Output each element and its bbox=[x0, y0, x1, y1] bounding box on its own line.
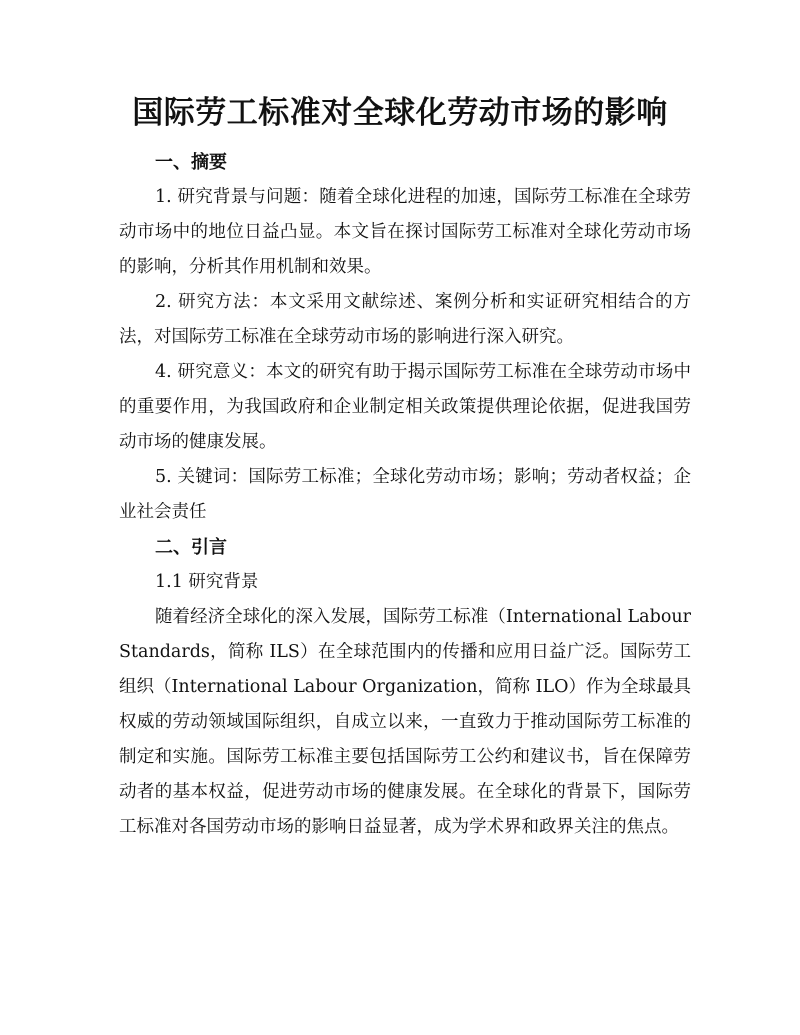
abstract-item-method: 2. 研究方法：本文采用文献综述、案例分析和实证研究相结合的方法，对国际劳工标准在全球劳动市场的影响进行深入研究。 bbox=[119, 292, 691, 347]
abstract-item-background: 1. 研究背景与问题：随着全球化进程的加速，国际劳工标准在全球劳动市场中的地位日益凸显。本文旨在探讨国际劳工标准对全球化劳动市场的影响，分析其作用机制和效果。 bbox=[119, 187, 691, 277]
abstract-item-keywords: 5. 关键词：国际劳工标准；全球化劳动市场；影响；劳动者权益；企业社会责任 bbox=[119, 467, 691, 522]
introduction-heading: 二、引言 bbox=[155, 537, 227, 558]
abstract-heading: 一、摘要 bbox=[155, 152, 227, 173]
document-title: 国际劳工标准对全球化劳动市场的影响 bbox=[132, 95, 668, 131]
introduction-paragraph: 随着经济全球化的深入发展，国际劳工标准（International Labour Standards，简称 ILS）在全球范围内的传播和应用日益广泛。国际劳工组织（International Labour Organization，简称 ILO）作为全球最具权威的劳动领域国际组织，自成立以来，一直致力于推动国际劳工标准的制定和实施。国际劳工标准主要包括国际劳工公约和建议书，旨在保障劳动者的基本权益，促进劳动市场的健康发展。在全球化的背景下，国际劳工标准对各国劳动市场的影响日益显著，成为学术界和政界关注的焦点。 bbox=[119, 607, 691, 837]
introduction-subheading: 1.1 研究背景 bbox=[155, 572, 259, 592]
document-body bbox=[119, 145, 691, 845]
abstract-item-significance: 4. 研究意义：本文的研究有助于揭示国际劳工标准在全球劳动市场中的重要作用，为我国政府和企业制定相关政策提供理论依据，促进我国劳动市场的健康发展。 bbox=[119, 362, 691, 452]
